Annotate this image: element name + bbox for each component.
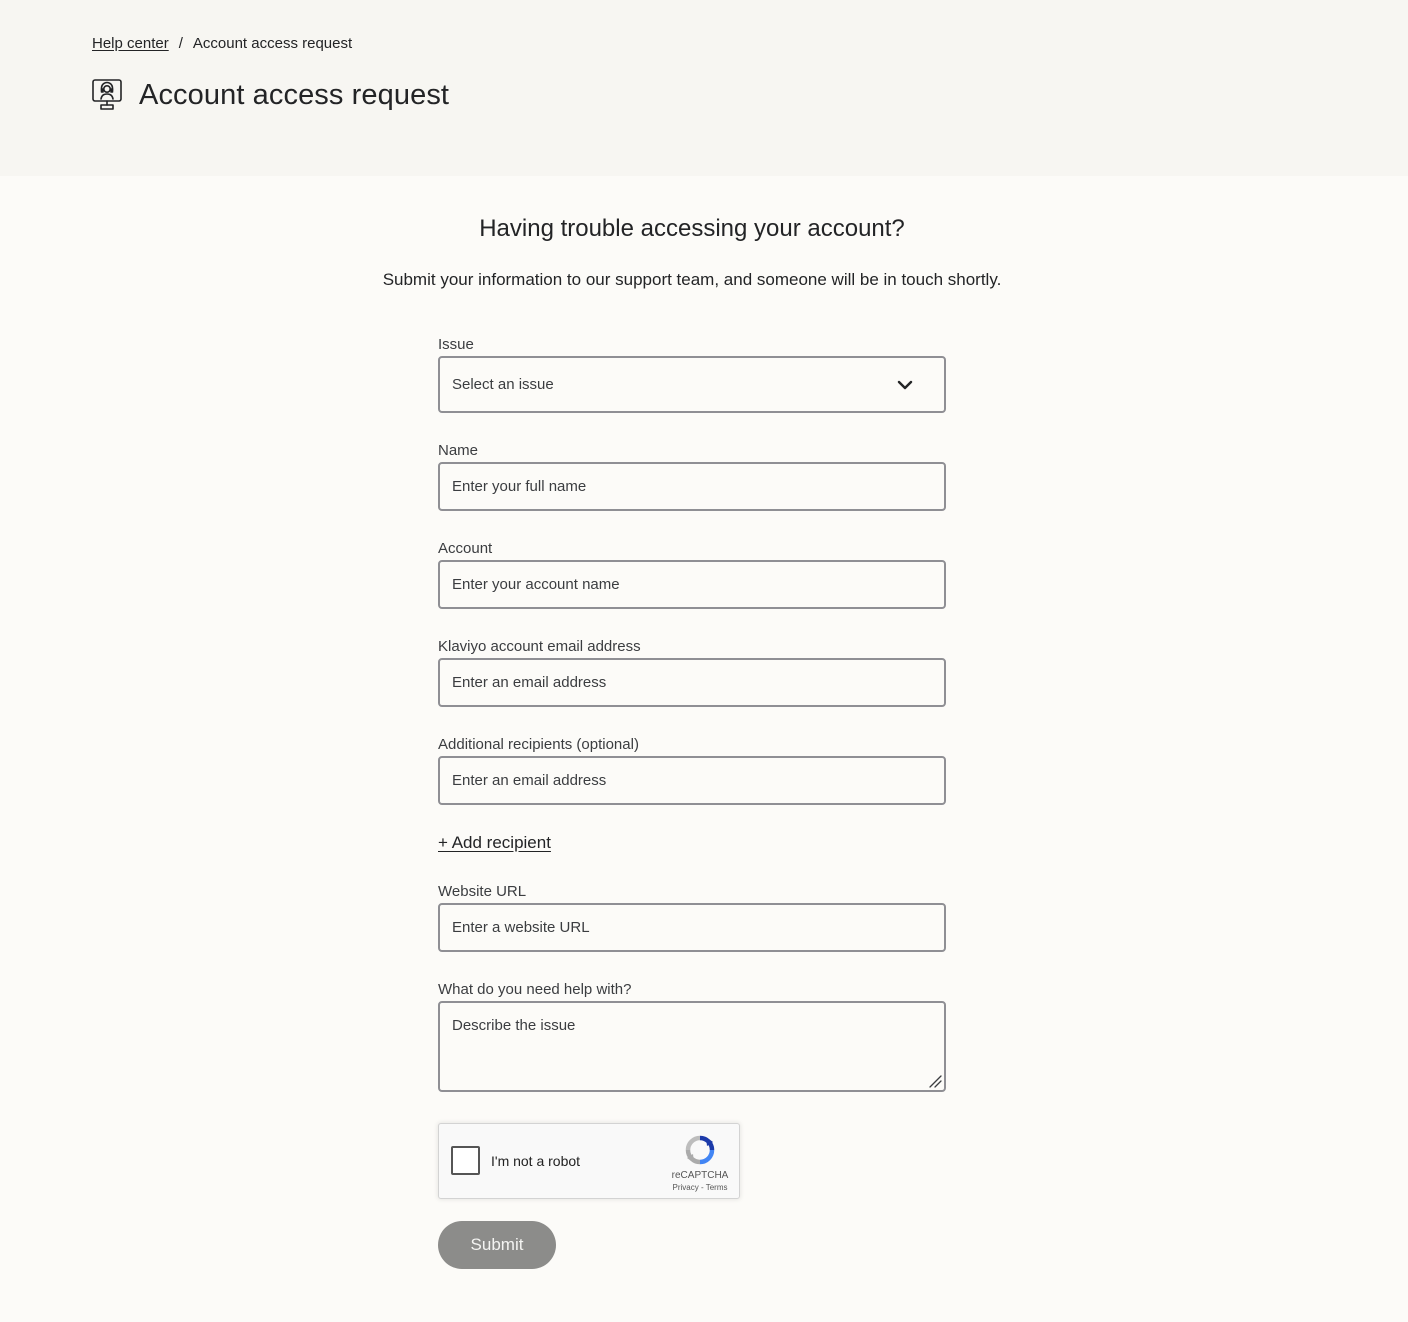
account-input[interactable] <box>438 560 946 609</box>
recaptcha-brand: reCAPTCHA <box>671 1170 729 1181</box>
title-row <box>92 78 449 112</box>
recipients-input[interactable] <box>438 756 946 805</box>
breadcrumb-help-center-link[interactable]: Help center <box>92 35 169 52</box>
form-heading: Having trouble accessing your account? <box>479 215 905 242</box>
help-textarea[interactable] <box>438 1001 946 1092</box>
recaptcha-logo-icon <box>683 1133 717 1167</box>
help-label: What do you need help with? <box>438 981 632 998</box>
support-agent-icon <box>92 79 122 111</box>
recaptcha-links <box>661 1183 739 1193</box>
add-recipient-link[interactable]: + Add recipient <box>438 833 551 852</box>
website-label: Website URL <box>438 883 527 900</box>
recaptcha-privacy-link[interactable]: Privacy <box>672 1183 699 1192</box>
submit-button[interactable]: Submit <box>438 1221 556 1269</box>
breadcrumb-separator: / <box>178 35 183 52</box>
resize-handle-icon[interactable] <box>928 1074 942 1088</box>
name-label: Name <box>438 442 479 459</box>
email-label: Klaviyo account email address <box>438 638 641 655</box>
issue-label: Issue <box>438 336 474 353</box>
recaptcha-widget <box>438 1123 740 1199</box>
page-title: Account access request <box>139 79 450 111</box>
issue-select-value: Select an issue <box>452 376 554 393</box>
recaptcha-label: I'm not a robot <box>491 1153 581 1169</box>
issue-select[interactable] <box>438 356 946 413</box>
account-label: Account <box>438 540 493 557</box>
recaptcha-checkbox[interactable] <box>451 1146 480 1175</box>
name-input[interactable] <box>438 462 946 511</box>
breadcrumb <box>92 35 352 53</box>
recaptcha-terms-link[interactable]: Terms <box>705 1183 728 1192</box>
page-header <box>0 0 1408 176</box>
recipients-label: Additional recipients (optional) <box>438 736 639 753</box>
website-input[interactable] <box>438 903 946 952</box>
form-subtext: Submit your information to our support team, and someone will be in touch shortly. <box>382 270 1002 289</box>
email-input[interactable] <box>438 658 946 707</box>
recaptcha-links-separator: - <box>698 1183 706 1192</box>
chevron-down-icon <box>894 374 916 396</box>
breadcrumb-current: Account access request <box>192 35 353 52</box>
